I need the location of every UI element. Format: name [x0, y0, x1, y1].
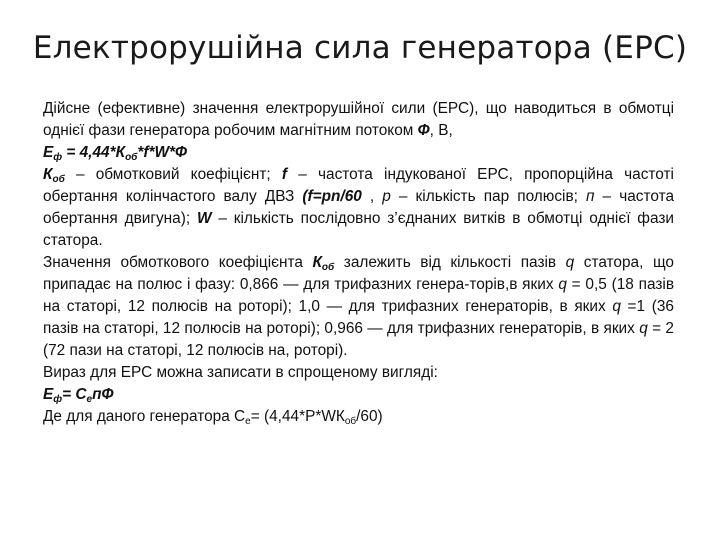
symbol-n: п [585, 188, 595, 205]
formula-emf [43, 142, 674, 164]
subscript: об [344, 416, 357, 427]
text: = 0,5 (18 пазів на статорі, 12 полюсів на роторі); 1,0 — для трифазних генераторів, в яких [43, 276, 674, 315]
text: , В, [429, 122, 453, 139]
text: – обмотковий коефіцієнт; [64, 166, 282, 183]
formula-part: Е [43, 386, 54, 403]
formula-subscript: е [86, 394, 93, 405]
text: – частота обертання двигуна); [43, 188, 675, 227]
text: – кількість послідовно з’єднаних витків в обмотці однієї фази статора. [43, 210, 675, 249]
formula-part: Е [43, 144, 54, 161]
text: – частота індукованої ЕРС, пропорційна частоті обертання колінчастого валу ДВЗ [43, 166, 674, 205]
text: Значення обмоткового коефіцієнта [43, 254, 313, 271]
text: Де для даного генератора С [43, 408, 246, 425]
text: статора, що припадає на полюс і фазу: 0,866 — для трифазних генера-торів,в яких [43, 254, 674, 293]
symbol-subscript: об [321, 262, 335, 273]
symbol-q: q [612, 298, 621, 315]
text: /60) [356, 408, 383, 425]
formula-subscript: ф [53, 394, 63, 405]
symbol-p: р [382, 188, 391, 205]
paragraph-variables [43, 164, 674, 252]
symbol-equation: (f=pn/60 [302, 188, 362, 205]
formula-part: = С [62, 386, 87, 403]
formula-simplified [43, 384, 674, 406]
symbol-q: q [558, 276, 567, 293]
text: , [361, 188, 383, 205]
text: = 2 (72 пази на статорі, 12 полюсів на, роторі). [43, 320, 674, 359]
paragraph-winding-coefficient [43, 252, 674, 362]
symbol-f: f [281, 166, 288, 183]
formula-subscript: об [125, 152, 138, 163]
text: залежить від кількості пазів [334, 254, 566, 271]
symbol-w: W [196, 210, 212, 227]
formula-subscript: ф [53, 152, 63, 163]
symbol-k: К [43, 166, 53, 183]
symbol-subscript: об [52, 174, 65, 185]
text: Дійсне (ефективне) значення електрорушійної сили (ЕРС), що наводиться в обмотці однієї фази генератора робочим магнітним потоком [43, 100, 674, 139]
formula-part: пФ [92, 386, 114, 403]
text: – кількість пар полюсів; [390, 188, 586, 205]
text: = (4,44*Р*WК [250, 408, 345, 425]
paragraph-simplified: Вираз для ЕРС можна записати в спрощеному вигляді: [43, 364, 438, 381]
subscript: е [245, 416, 251, 427]
flux-symbol: Ф [417, 122, 430, 139]
symbol-q: q [639, 320, 648, 337]
formula-part: *f*W*Ф [137, 144, 188, 161]
paragraph-constant [43, 406, 674, 428]
paragraph-definition [43, 98, 674, 142]
symbol-k: К [312, 254, 322, 271]
slide-title: Електрорушійна сила генератора (ЕРС) [32, 30, 688, 66]
text: =1 (36 пазів на статорі, 12 полюсів на роторі); 0,966 — для трифазних генераторів, в яких [43, 298, 674, 337]
formula-part: = 4,44*К [62, 144, 126, 161]
symbol-q: q [565, 254, 575, 271]
slide-body [43, 98, 674, 428]
